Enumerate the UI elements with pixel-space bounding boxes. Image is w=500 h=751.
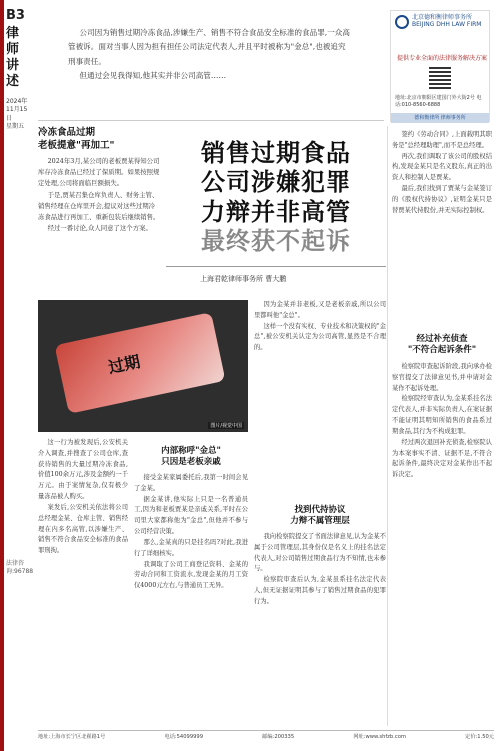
intro-para: 但通过会见我得知,他其实并非公司高管…… xyxy=(79,71,227,81)
byline: 上海君乾律师事务所 曹大鹏 xyxy=(200,275,287,283)
qr-code-icon[interactable] xyxy=(429,67,451,89)
headline-line: 力辩并非高管 xyxy=(201,196,351,226)
body-para: 签约《劳动合同》,上面载明其职务是"总经理助理",而不是总经理。 xyxy=(392,131,492,149)
page-footer xyxy=(38,733,494,740)
body-para: 案发后,公安机关依法将公司总经理金某、仓库主管、销售经理在内多名高管,以涉嫌生产、销售不符合食品安全标准的食品罪刑拘。 xyxy=(38,503,128,555)
headline-line: 最终获不起诉 xyxy=(201,225,351,255)
body-para: 最后,我们找到了贾某与金某签订的《股权代持协议》,证明金某只是替贾某代持股份,并无实际控制权。 xyxy=(392,185,492,214)
headline-line: 销售过期食品 xyxy=(201,138,351,167)
ad-firm-name-en: BEIJING DHH LAW FIRM xyxy=(412,21,482,28)
photo-label: 过期 xyxy=(106,351,142,378)
divider xyxy=(38,730,494,731)
ad-slogan: 提供专业全面的法律服务解决方案 xyxy=(397,55,488,62)
footer-address: 地址:上海市长宁区北翟路1号 xyxy=(38,734,106,740)
subheading: 找到代持协议 力辩不属管理层 xyxy=(290,505,350,527)
article-photo xyxy=(38,300,248,432)
photo-credit: 图片/视觉中国 xyxy=(210,423,242,429)
main-headline xyxy=(166,138,386,255)
headline-line: 公司涉嫌犯罪 xyxy=(201,167,351,197)
issue-year: 2024年 xyxy=(6,98,28,105)
body-para: 那么,金某真的只是挂名吗?对此,我进行了详细核实。 xyxy=(134,538,248,557)
body-para: 检察院经审查认为,金某系挂名法定代表人,并非实际负责人,在案证据不能证明其明知所销售的食品系过期食品,其行为不构成犯罪。 xyxy=(392,395,492,435)
sidebar-para: 经过一番讨论,众人同意了这个方案。 xyxy=(47,224,152,233)
section-title: 律师讲述 xyxy=(6,26,20,89)
body-para: 这样一个没有实权、专业技术和决策权的"金总",被公安机关认定为公司高管,显然是不合理的。 xyxy=(254,322,386,352)
body-column-c2 xyxy=(254,532,386,608)
body-para: 接受金某家属委托后,我第一时间会见了金某。 xyxy=(134,474,248,492)
left-accent-bar xyxy=(0,0,4,751)
body-column-a xyxy=(38,438,128,557)
sidebar-body xyxy=(38,156,160,234)
ad-bottom-strip: 德和衡律所 律师事务所 xyxy=(391,113,489,123)
column-divider xyxy=(387,126,388,726)
left-footer-note: 法律咨询:96788 xyxy=(6,560,34,575)
body-para: 我调取了公司工商登记资料、金某的劳动合同和工资流水,发现金某的月工资仅4000元左右,与普通员工无异。 xyxy=(134,560,248,590)
body-para: 经过两次退回补充侦查,检察院认为本案事实不清、证据不足,不符合起诉条件,最终决定对金某作出不起诉决定。 xyxy=(392,438,492,479)
sidebar-title: 冷冻食品过期 老板提意"再加工" xyxy=(38,127,115,151)
body-para: 因为金某并非老板,又是老板亲戚,所以公司里都叫他"金总"。 xyxy=(254,301,386,319)
body-para: 检察院审查后认为,金某虽系挂名法定代表人,但无证据证明其参与了销售过期食品的犯罪行为。 xyxy=(254,576,386,605)
divider xyxy=(166,266,386,267)
page-number: B3 xyxy=(6,8,25,23)
body-para: 检察院审查起诉阶段,我向承办检察官提交了法律意见书,并申请对金某作不起诉处理。 xyxy=(392,363,492,392)
body-column-d xyxy=(392,130,492,217)
footer-price: 定价:1.50元 xyxy=(465,734,494,740)
body-para: 这一行为被发现后,公安机关介入调查,并搜查了公司仓库,查获待销售的大量过期冷冻食品,价值100余万元,涉及金额约一千万元。由于案情复杂,仅有极少量冻品被人购买。 xyxy=(38,439,128,501)
body-para: 我向检察院提交了书面法律意见,认为金某不属于公司管理层,其身份仅是名义上的挂名法定代表人,对公司销售过期食品行为不知情,也未参与。 xyxy=(254,533,386,573)
law-firm-ad[interactable] xyxy=(390,10,490,122)
ad-firm-name: 北京德和衡律师事务所 xyxy=(412,14,473,22)
footer-post: 邮编:200335 xyxy=(262,734,295,740)
issue-date xyxy=(6,98,32,132)
ad-firm-names xyxy=(412,15,481,28)
footer-web: 网址:www.shfzb.com xyxy=(353,734,406,740)
firm-logo-icon xyxy=(395,15,409,29)
body-column-d2 xyxy=(392,362,492,481)
sidebar-para: 2024年3月,某公司的老板贾某得知公司库存冷冻食品已经过了保质期。如果按照规定处理,公司将面临巨额损失。 xyxy=(38,157,160,188)
body-column-c xyxy=(254,300,386,354)
ad-address: 地址:北京市朝阳区建国门外大街2号 电话:010-8560-6888 xyxy=(395,95,482,108)
issue-weekday: 星期五 xyxy=(6,123,25,131)
issue-day: 11月15日 xyxy=(6,106,28,122)
divider xyxy=(38,120,384,121)
sidebar-para: 于是,贾某召集仓库负责人、财务主管、销售经理在仓库里开会,提议对这些过期冷冻食品进行再加工、重新包装后继续销售。 xyxy=(38,190,160,222)
footer-tel: 电话:54099999 xyxy=(164,734,204,740)
intro-para: 公司因为销售过期冷冻食品,涉嫌生产、销售不符合食品安全标准的食品罪,一众高管被诉。面对当事人因为担有担任公司法定代表人,并且平时被称为"金总",也被追究刑事责任。 xyxy=(68,28,350,66)
subheading: 经过补充侦查 "不符合起诉条件" xyxy=(407,334,477,356)
body-column-b xyxy=(134,473,248,592)
body-para: 据金某讲,他实际上只是一名普通员工,因为和老板贾某是亲戚关系,平时在公司里大家都称他为"金总",但他并不参与公司经营决策。 xyxy=(134,495,248,536)
subheading: 内部称呼"金总" 只因是老板亲戚 xyxy=(161,446,221,468)
ad-logo-row xyxy=(395,15,481,29)
intro-lede xyxy=(68,26,353,84)
body-para: 再次,我们调取了该公司的股权结构,发现金某只是名义股东,真正的出资人和控制人是贾某。 xyxy=(392,152,492,182)
